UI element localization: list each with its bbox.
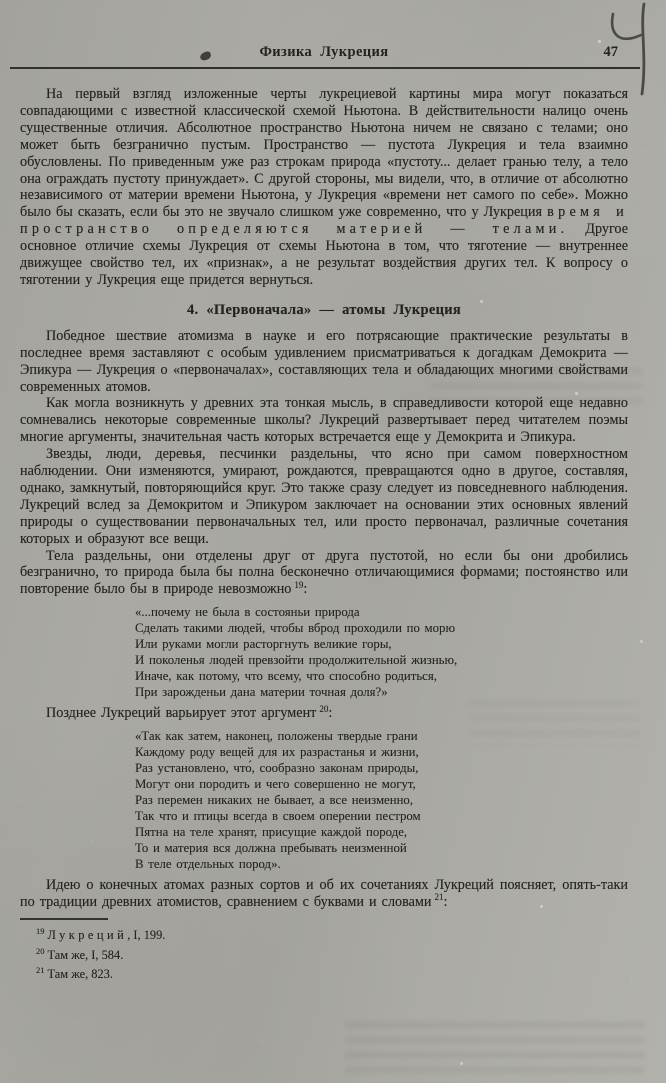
footnote-20-text: Там же, I, 584. (47, 947, 124, 962)
paragraph-1-text: На первый взгляд изложенные черты лукрециевой картины мира могут показаться совпадающими с известной классической схемой Ньютона. В действительности налицо очень существенные отличия. Абсолютное пространство Ньютона ничем не связано с телами; оно может быть безгранично пустым. Пространство — пустота Лукреция и тела взаимно обусловлены. По приведенным уже раз строкам природа «пустоту... делает гранью телу, а тело она ограждать пустоту принуждает». С другой стороны, мы видели, что, в отличие от абсолютно независимого от материи времени Ньютона, у Лукреция «времени нет самого по себе». Можно было бы сказать, если бы это не звучало слишком уже современно, что у Лукреция (20, 86, 628, 221)
paragraph-7-colon: : (443, 894, 448, 911)
verse-line: Раз перемен никаких не бывает, а все неизменно, (135, 793, 414, 808)
footnote-20-marker: 20 (36, 945, 45, 956)
verse-line: То и материя вся должна пребывать неизменной (135, 841, 407, 856)
verse-line: Каждому роду вещей для их разрастанья и жизни, (135, 745, 419, 760)
running-title: Физика Лукреция (259, 44, 389, 60)
footnote-19-marker: 19 (36, 926, 45, 936)
running-head (20, 44, 628, 62)
verse-quote-2 (135, 728, 628, 872)
paragraph-5-text: Тела раздельны, они отделены друг от друга пустотой, но если бы они дробились безгранично, то природа была бы полна бесконечно отличающимися формами; постоянство или повторение было бы в природе невозможно (20, 547, 628, 598)
footnotes (20, 918, 628, 983)
body-text (20, 86, 628, 983)
section-heading: 4. «Первоначала» — атомы Лукреция (186, 301, 462, 318)
footnote-21-marker: 21 (36, 965, 45, 976)
footnote-19-text: , I, 199. (127, 928, 166, 943)
footnote-21-text: Там же, 823. (47, 967, 113, 982)
paragraph-1-text-after: Другое основное отличие схемы Лукреция от схемы Ньютона в том, что тяготение — внутреннее движущее свойство тел, их «признак», а не результат воздействия других тел. К вопросу о тяготении у Лукреция еще придется вернуться. (20, 221, 628, 288)
footnote-rule (20, 918, 108, 920)
paragraph-2: Победное шествие атомизма в науке и его потрясающие практические результаты в последнее время заставляют с особым удивлением присматриваться к догадкам Демокрита — Эпикура — Лукреция о «первоначалах», составляющих тела и обладающих многими свойствами современных атомов. (20, 327, 628, 395)
paragraph-6 (20, 705, 628, 722)
bleed-through (345, 1022, 645, 1074)
paragraph-5-colon: : (303, 581, 308, 598)
paragraph-7-text: Идею о конечных атомах разных сортов и об их сочетаниях Лукреций поясняет, опять-таки по традиции древних атомистов, сравнением с буквами и словами (20, 877, 628, 911)
verse-line: Раз установлено, что́, сообразно законам природы, (135, 761, 419, 776)
paragraph-1 (20, 86, 628, 289)
verse-quote-1 (135, 604, 628, 700)
footnote-19 (20, 924, 628, 944)
verse-line: «Так как затем, наконец, положены твердые грани (135, 729, 418, 744)
verse-line: «...почему не была в состояньи природа (135, 605, 360, 620)
verse-line: Иначе, как потому, что всему, что способно родиться, (135, 669, 437, 684)
paragraph-5 (20, 548, 628, 599)
footnote-21 (20, 963, 628, 983)
paragraph-1-emphasis: время и пространство определяются материей — телами. (20, 204, 628, 238)
paragraph-3: Как могла возникнуть у древних эта тонкая мысль, в справедливости которой еще недавно сомневались некоторые современные школы? Лукреций развертывает перед читателем поэмы многие аргументы, значительная часть которых встречается еще у Демокрита и Эпикура. (20, 395, 628, 446)
verse-line: Или руками могли расторгнуть великие горы, (135, 637, 392, 652)
footnote-ref-19: 19 (294, 579, 304, 590)
footnote-ref-21: 21 (434, 892, 444, 903)
verse-line: Так что и птицы всегда в своем оперении пестром (135, 809, 421, 824)
header-rule (10, 67, 640, 69)
paragraph-6-colon: : (328, 705, 333, 722)
verse-line: В теле отдельных пород». (135, 857, 281, 872)
verse-line: Пятна на теле хранят, присущие каждой породе, (135, 825, 408, 840)
verse-line: Могут они породить и чего совершенно не могут, (135, 777, 416, 792)
footnote-ref-20: 20 (319, 703, 329, 714)
footnote-20 (20, 944, 628, 964)
paragraph-7 (20, 877, 628, 911)
paragraph-4: Звезды, люди, деревья, песчинки раздельны, что ясно при самом поверхностном наблюдении. Они изменяются, умирают, рождаются, превращаются одно в другое, составляя, однако, замкнутый, повторяющийся круг. Это также сразу следует из повседневного наблюдения. Лукреций вслед за Демокритом и Эпикуром заключает на основании этих основных явлений природы о существовании первоначальных тел, или просто первоначал, различные сочетания которых и образуют все вещи. (20, 446, 628, 547)
page-number: 47 (603, 44, 618, 60)
verse-line: И поколенья людей превзойти продолжительной жизнью, (135, 653, 458, 668)
paragraph-6-text: Позднее Лукреций варьирует этот аргумент (46, 705, 317, 722)
verse-line: При зарожденьи дана материи точная доля?» (135, 685, 388, 700)
footnote-19-author: Лукреций (47, 928, 128, 943)
verse-line: Сделать такими людей, чтобы вброд проходили по морю (135, 621, 456, 636)
